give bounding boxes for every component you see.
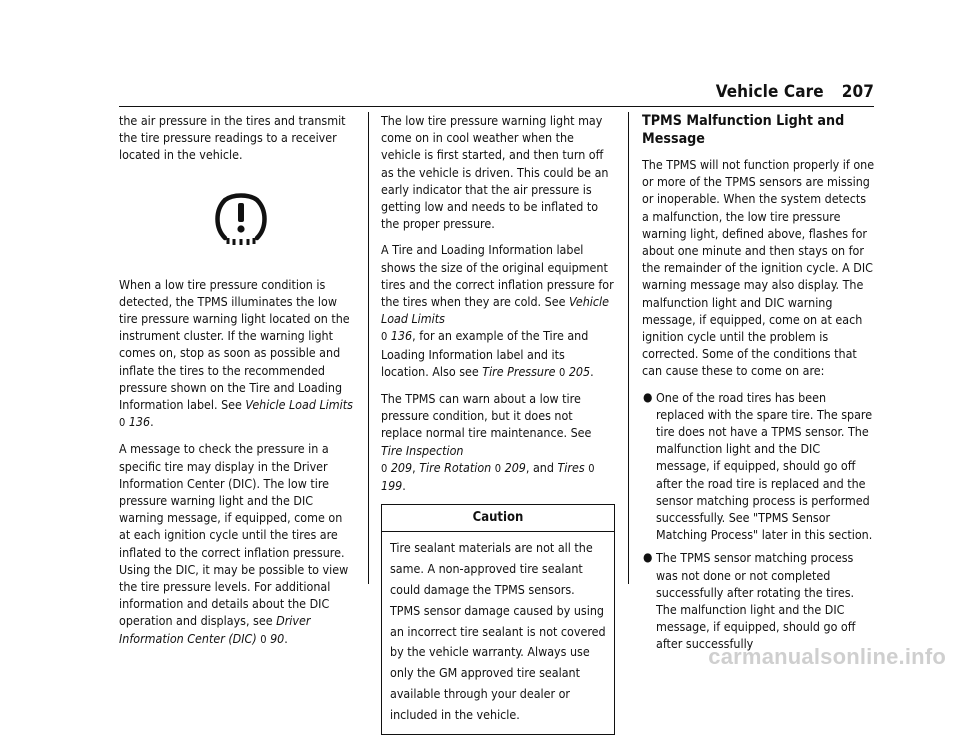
bullet-icon: ● [643, 389, 653, 404]
caution-title: Caution [382, 505, 614, 532]
list-item: ● The TPMS sensor matching process was not done or not completed successfully after rotating the tires. The malfunction light and the DIC message, if equipped, should go off after successfully [643, 550, 856, 652]
col1-paragraph-1: the air pressure in the tires and transmit the tire pressure readings to a receiver located in the vehicle. [119, 113, 346, 163]
page-ref-icon: 0 [588, 461, 595, 475]
page-ref-icon: 0 [381, 330, 388, 344]
column-1 [119, 112, 355, 657]
condition-list [642, 389, 876, 653]
link-tire-inspection[interactable]: Tire Inspection [381, 442, 464, 458]
tpms-warning-icon [211, 190, 271, 250]
link-tires[interactable]: Tires [557, 459, 585, 475]
col2-paragraph-3: The TPMS can warn about a low tire pressure condition, but it does not replace normal tire maintenance. See Tire Inspection 0 209, Tire Rotation 0 209, and Tires 0 199. [381, 391, 595, 494]
page-ref-icon: 0 [119, 416, 126, 430]
col2-paragraph-1: The low tire pressure warning light may come on in cool weather when the vehicle is first started, and then turn off as the vehicle is driven. This could be an early indicator that the air pressure is getting low and needs to be inflated to the proper pressure. [381, 113, 609, 232]
col1-paragraph-3: A message to check the pressure in a specific tire may display in the Driver Information Center (DIC). The low tire pressure warning light and the DIC warning message, if equipped, come on at each ignition cycle until the tires are inflated to the correct inflation pressure. Using the DIC, it may be possible to view the tire pressure levels. For additional information and details about the DIC operation and displays, see Driver Information Center (DIC) 0 90. [119, 441, 349, 646]
col2-paragraph-2: A Tire and Loading Information label shows the size of the original equipment tires and the correct inflation pressure for the tires when they are cold. See Vehicle Load Limits 0 136, for an example of the Tire and Loading Information label and its location. Also see Tire Pressure 0 205. [381, 242, 614, 379]
page-header [716, 82, 874, 102]
watermark: carmanualsonline.info [708, 644, 946, 669]
link-driver-information-center[interactable]: Driver Information Center (DIC) [119, 613, 311, 646]
link-vehicle-load-limits[interactable]: Vehicle Load Limits [245, 397, 353, 413]
caution-box [381, 504, 615, 734]
bullet-icon: ● [643, 550, 653, 565]
column-2 [381, 112, 615, 735]
page-ref-icon: 0 [260, 632, 267, 646]
column-divider-2 [628, 112, 629, 584]
link-vehicle-load-limits[interactable]: Vehicle Load Limits [381, 294, 609, 327]
header-rule [119, 106, 874, 107]
col1-paragraph-2: When a low tire pressure condition is detected, the TPMS illuminates the low tire pressure warning light located on the instrument cluster. If the warning light comes on, stop as soon as possible and inflate the tires to the recommended pressure shown on the Tire and Loading Information label. See Vehicle Load Limits 0 136. [119, 276, 353, 430]
link-tire-pressure[interactable]: Tire Pressure [482, 363, 556, 379]
list-item: ● One of the road tires has been replaced with the spare tire. The spare tire does not have a TPMS sensor. The malfunction light and the DIC message, if equipped, should go off after the road tire is replaced and the sensor matching process is performed successfully. See "TPMS Sensor Matching Process" later in this section. [643, 389, 873, 543]
page-ref-icon: 0 [381, 461, 388, 475]
page-ref-icon: 0 [494, 461, 502, 475]
caution-body: Tire sealant materials are not all the same. A non-approved tire sealant could damage the TPMS sensors. TPMS sensor damage caused by using an incorrect tire sealant is not covered by the vehicle warranty. Always use only the GM approved tire sealant available through your dealer or included in the vehicle. [390, 540, 606, 722]
link-tire-rotation[interactable]: Tire Rotation [419, 459, 492, 475]
section-heading: TPMS Malfunction Light and Message [642, 113, 845, 147]
col3-paragraph-1: The TPMS will not function properly if one or more of the TPMS sensors are missing or inoperable. When the system detects a malfunction, the low tire pressure warning light, defined above, flashes for about one minute and then stays on for the remainder of the ignition cycle. A DIC warning message may also display. The malfunction light and DIC warning message, if equipped, come on at each ignition cycle until the problem is corrected. Some of the conditions that can cause these to come on are: [642, 157, 875, 379]
page-number: 207 [841, 82, 874, 102]
column-divider-1 [368, 112, 369, 584]
column-3 [642, 112, 876, 659]
page-ref-icon: 0 [558, 365, 566, 379]
section-title: Vehicle Care [715, 82, 824, 102]
